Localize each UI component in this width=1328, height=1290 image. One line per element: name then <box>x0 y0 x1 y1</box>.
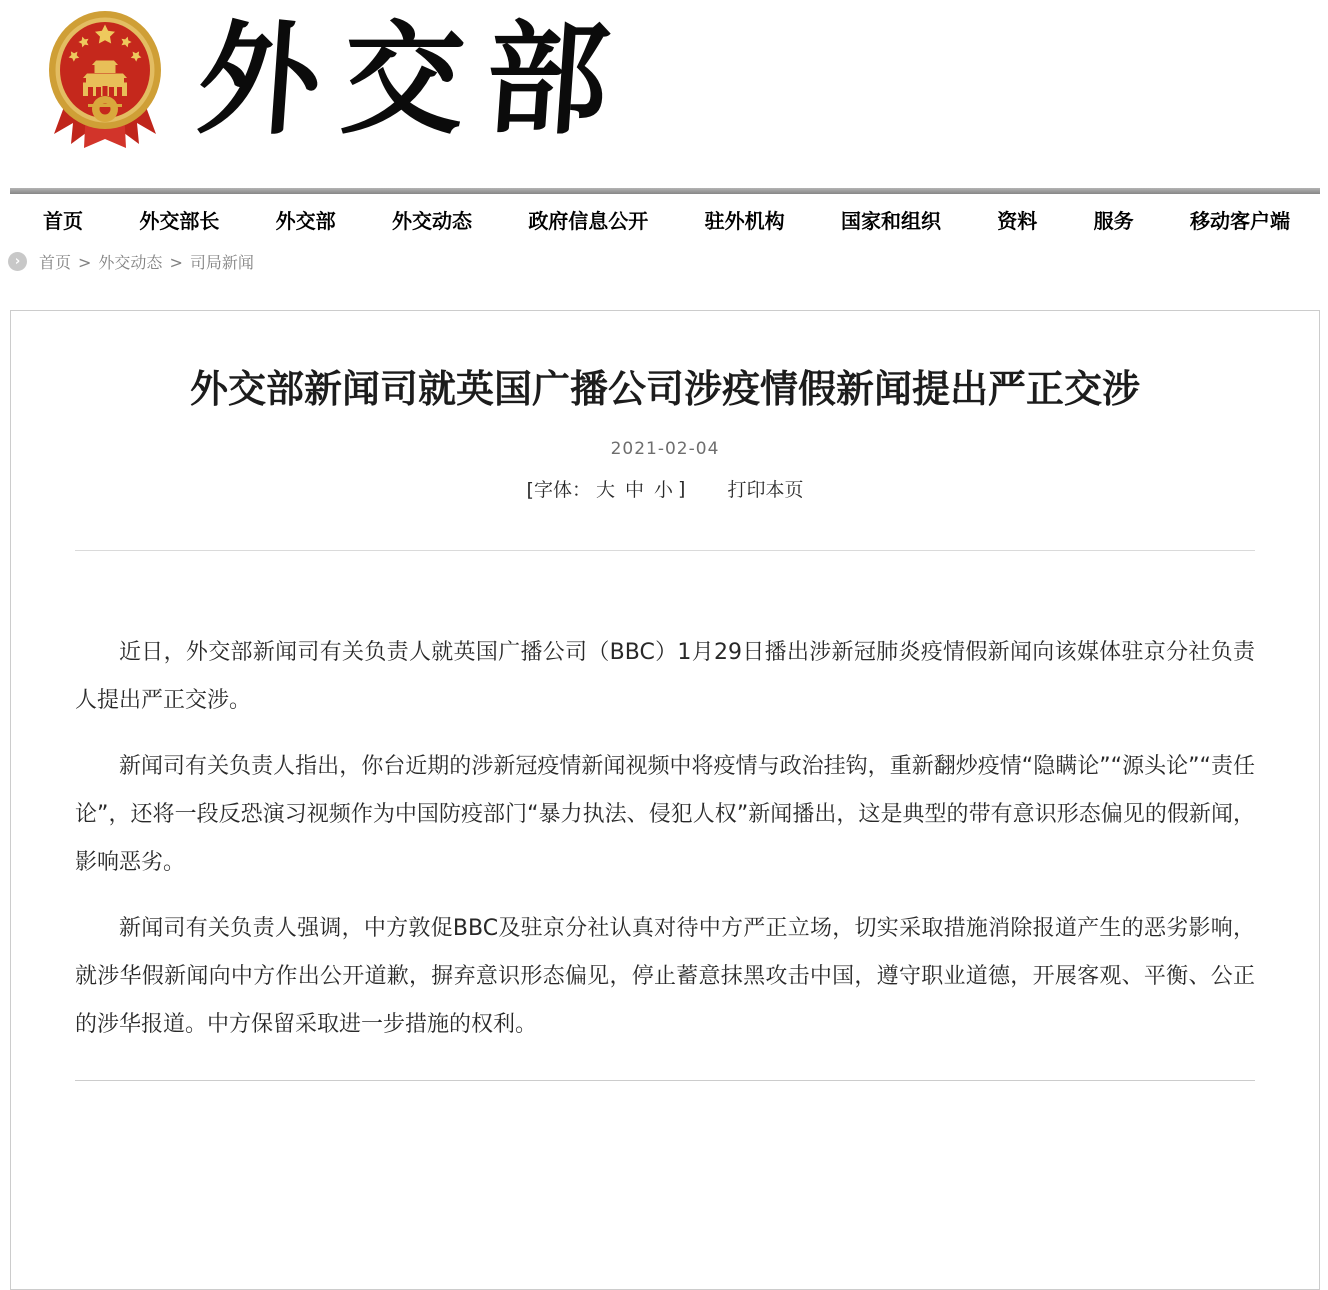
title-body-divider <box>75 550 1255 551</box>
article-date: 2021-02-04 <box>610 439 720 459</box>
breadcrumb-link-department-news[interactable]: 司局新闻 <box>189 252 254 272</box>
font-size-options <box>591 475 678 502</box>
article-bottom-divider <box>75 1080 1255 1081</box>
main-nav <box>0 194 1328 236</box>
article-paragraph-2: 新闻司有关负责人指出，你台近期的涉新冠疫情新闻视频中将疫情与政治挂钩，重新翻炒疫情“隐瞒论”“源头论”“责任论”，还将一段反恐演习视频作为中国防疫部门“暴力执法、侵犯人权”新闻播出，这是典型的带有意识形态偏见的假新闻，影响恶劣。 <box>75 754 1255 875</box>
article-body <box>75 629 1255 1049</box>
nav-item-countries-and-organizations[interactable]: 国家和组织 <box>840 209 941 233</box>
nav-item-services[interactable]: 服务 <box>1093 209 1134 233</box>
breadcrumb-separator: > <box>78 252 92 272</box>
article-container <box>10 310 1320 1290</box>
breadcrumb-link-diplomatic-activities[interactable]: 外交动态 <box>98 252 163 272</box>
print-page-link[interactable]: 打印本页 <box>727 479 804 501</box>
nav-item-home[interactable]: 首页 <box>43 209 83 233</box>
ministry-calligraphy-logo[interactable]: 外交部 <box>193 7 636 151</box>
national-emblem-logo[interactable] <box>46 8 166 160</box>
font-size-suffix: ] <box>678 477 686 500</box>
breadcrumb-items <box>39 250 254 273</box>
article-paragraph-1: 近日，外交部新闻司有关负责人就英国广播公司（BBC）1月29日播出涉新冠肺炎疫情假新闻向该媒体驻京分社负责人提出严正交涉。 <box>75 640 1255 713</box>
breadcrumb <box>8 250 1328 272</box>
nav-item-foreign-minister[interactable]: 外交部长 <box>139 209 220 233</box>
font-size-option-small[interactable]: 小 <box>654 479 674 501</box>
breadcrumb-chevron-icon: › <box>8 252 27 271</box>
article-controls <box>75 475 1255 502</box>
nav-item-gov-info-disclosure[interactable]: 政府信息公开 <box>528 209 649 233</box>
nav-item-missions-abroad[interactable]: 驻外机构 <box>704 209 785 233</box>
article-paragraph-3: 新闻司有关负责人强调，中方敦促BBC及驻京分社认真对待中方严正立场，切实采取措施消除报道产生的恶劣影响，就涉华假新闻向中方作出公开道歉，摒弃意识形态偏见，停止蓄意抹黑攻击中国，遵守职业道德，开展客观、平衡、公正的涉华报道。中方保留采取进一步措施的权利。 <box>75 916 1255 1037</box>
font-size-prefix: [字体： <box>526 479 591 501</box>
nav-item-resources[interactable]: 资料 <box>997 209 1038 233</box>
national-emblem-icon <box>46 8 166 160</box>
nav-item-ministry[interactable]: 外交部 <box>275 209 336 233</box>
font-size-control <box>527 475 686 502</box>
breadcrumb-separator: > <box>169 252 183 272</box>
nav-item-diplomatic-activities[interactable]: 外交动态 <box>391 209 472 233</box>
font-size-option-large[interactable]: 大 <box>595 479 615 501</box>
article-title: 外交部新闻司就英国广播公司涉疫情假新闻提出严正交涉 <box>189 367 1140 411</box>
breadcrumb-link-home[interactable]: 首页 <box>39 252 72 272</box>
nav-item-mobile-client[interactable]: 移动客户端 <box>1189 209 1290 233</box>
font-size-option-medium[interactable]: 中 <box>624 479 644 501</box>
site-header <box>0 0 1328 188</box>
